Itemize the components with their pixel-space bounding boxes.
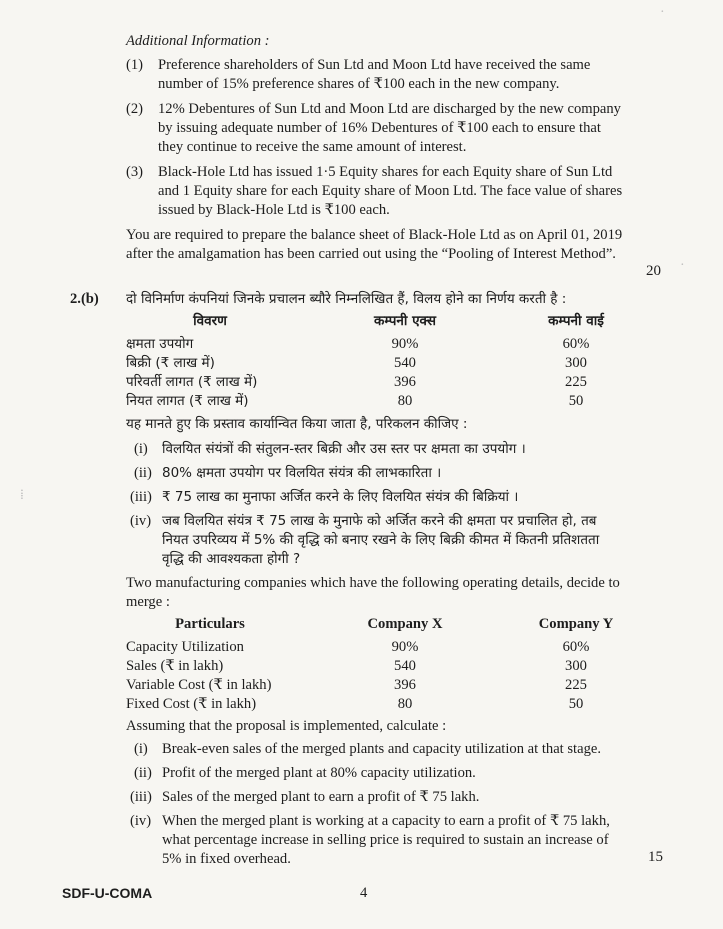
english-row-value: 50 [568,696,584,712]
hindi-row-label: क्षमता उपयोग [126,336,194,352]
hindi-header: विवरण [193,313,227,329]
hindi-header: कम्पनी एक्स [374,313,436,329]
english-row-value: 396 [394,677,416,693]
hindi-row-value: 225 [565,374,587,390]
part-number: (i) [134,741,148,757]
english-header: Company X [367,616,443,632]
english-part-text: When the merged plant is working at a capacity to earn a profit of ₹ 75 lakh, [162,813,610,829]
hindi-part-text: 80% क्षमता उपयोग पर विलयित संयंत्र की लाभकारिता । [162,465,442,481]
part-number: (iii) [130,489,152,505]
hindi-part-text: ₹ 75 लाख का मुनाफा अर्जित करने के लिए विलयित संयंत्र की बिक्रियां । [162,489,519,505]
scan-speck: · [680,258,685,273]
marks: 15 [648,849,663,865]
hindi-intro: दो विनिर्माण कंपनियां जिनके प्रचालन ब्यौरे निम्नलिखित हैं, विलय होने का निर्णय करती है : [126,291,567,307]
item-text: by issuing adequate number of 16% Debentures of ₹100 each to ensure that [158,120,601,136]
question-number: 2.(b) [70,291,99,307]
english-row-label: Fixed Cost (₹ in lakh) [126,696,257,712]
english-row-label: Variable Cost (₹ in lakh) [126,677,272,693]
english-row-label: Sales (₹ in lakh) [126,658,224,674]
hindi-row-value: 50 [568,393,584,409]
page-number: 4 [360,885,368,901]
item-text: they continue to receive the same amount of interest. [158,139,467,155]
english-row-value: 540 [394,658,416,674]
english-header: Company Y [538,616,614,632]
hindi-row-value: 540 [394,355,416,371]
item-text: 12% Debentures of Sun Ltd and Moon Ltd are discharged by the new company [158,101,621,117]
english-row-value: 80 [397,696,413,712]
english-row-value: 300 [565,658,587,674]
part-number: (iv) [130,813,152,829]
english-part-text: Break-even sales of the merged plants and capacity utilization at that stage. [162,741,602,757]
english-header: Particulars [175,616,245,632]
hindi-part-text: वृद्धि की आवश्यकता होगी ? [162,551,301,567]
hindi-row-label: नियत लागत (₹ लाख में) [126,393,249,409]
item-text: Black-Hole Ltd has issued 1·5 Equity shares for each Equity share of Sun Ltd [158,164,613,180]
hindi-part-text: नियत उपरिव्यय में 5% की वृद्धि को बनाए रखने के लिए बिक्री कीमत में कितनी प्रतिशतता [162,532,600,548]
scan-speck: ⁞ [20,488,24,503]
paper-code: SDF-U-COMA [62,885,153,901]
part-number: (iv) [130,513,152,529]
part-number: (ii) [134,765,152,781]
item-number: (2) [126,101,144,117]
english-row-value: 60% [562,639,590,655]
part-number: (i) [134,441,148,457]
hindi-row-value: 396 [394,374,416,390]
item-text: Preference shareholders of Sun Ltd and Moon Ltd have received the same [158,57,591,73]
item-text: number of 15% preference shares of ₹100 each in the new company. [158,76,560,92]
hindi-row-value: 90% [391,336,419,352]
additional-info-heading: Additional Information : [126,33,270,49]
item-number: (1) [126,57,144,73]
english-part-text: Sales of the merged plant to earn a profit of ₹ 75 lakh. [162,789,480,805]
scan-speck: · [660,5,665,20]
marks: 20 [646,263,661,279]
requirement-text: after the amalgamation has been carried out using the “Pooling of Interest Method”. [126,246,616,262]
hindi-part-text: विलयित संयंत्रों की संतुलन-स्तर बिक्री और उस स्तर पर क्षमता का उपयोग । [162,441,526,457]
requirement-text: You are required to prepare the balance sheet of Black-Hole Ltd as on April 01, 2019 [126,227,623,243]
hindi-row-label: परिवर्ती लागत (₹ लाख में) [126,374,258,390]
hindi-row-value: 60% [562,336,590,352]
part-number: (iii) [130,789,152,805]
part-number: (ii) [134,465,152,481]
hindi-header: कम्पनी वाई [548,313,604,329]
english-row-label: Capacity Utilization [126,639,244,655]
english-intro: Two manufacturing companies which have the following operating details, decide to [126,575,620,591]
item-text: issued by Black-Hole Ltd is ₹100 each. [158,202,390,218]
english-part-text: what percentage increase in selling price is required to sustain an increase of [162,832,609,848]
english-part-text: Profit of the merged plant at 80% capacity utilization. [162,765,476,781]
hindi-row-value: 80 [397,393,413,409]
item-text: and 1 Equity share for each Equity share of Moon Ltd. The face value of shares [158,183,623,199]
english-ask: Assuming that the proposal is implemented, calculate : [126,718,447,734]
hindi-row-label: बिक्री (₹ लाख में) [126,355,215,371]
hindi-part-text: जब विलयित संयंत्र ₹ 75 लाख के मुनाफे को अर्जित करने की क्षमता पर प्रचालित हो, तब [162,513,597,529]
english-part-text: 5% in fixed overhead. [162,851,291,867]
hindi-ask: यह मानते हुए कि प्रस्ताव कार्यान्वित किया जाता है, परिकलन कीजिए : [126,416,468,432]
english-row-value: 90% [391,639,419,655]
hindi-row-value: 300 [565,355,587,371]
english-intro: merge : [126,594,170,610]
item-number: (3) [126,164,144,180]
english-row-value: 225 [565,677,587,693]
